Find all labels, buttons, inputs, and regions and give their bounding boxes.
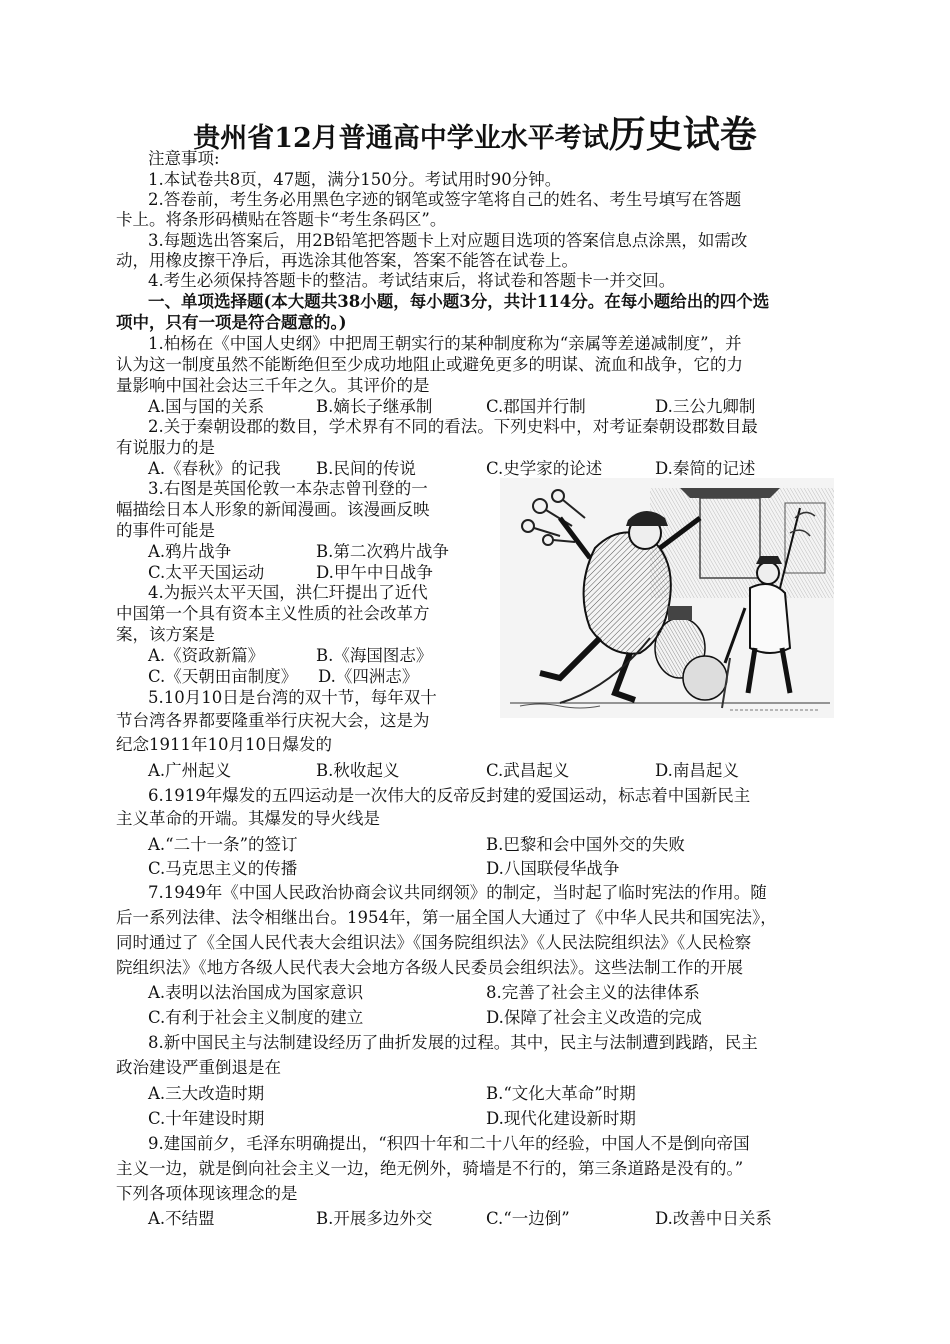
q7-line2: 后一系列法律、法令相继出台。1954年，第一届全国人大通过了《中华人民共和国宪法》， (116, 908, 777, 927)
q1-option-c: C.郡国并行制 (486, 397, 586, 416)
notice-3b: 动，用橡皮擦干净后，再选涂其他答案，答案不能答在试卷上。 (116, 251, 578, 270)
q1-option-b: B.嫡长子继承制 (316, 397, 433, 416)
q8-option-a: A.三大改造时期 (148, 1084, 265, 1103)
q3-line3: 的事件可能是 (116, 521, 215, 540)
q3-option-c: C.太平天国运动 (148, 563, 265, 582)
page-title (0, 104, 950, 158)
notice-header: 注意事项: (148, 149, 220, 168)
section-heading-b: 项中，只有一项是符合题意的。) (116, 313, 347, 332)
q5-line1: 5.10月10日是台湾的双十节，每年双十 (148, 688, 437, 707)
q2-line2: 有说服力的是 (116, 438, 215, 457)
q6-option-c: C.马克思主义的传播 (148, 859, 298, 878)
q9-option-d: D.改善中日关系 (655, 1209, 772, 1228)
q2-line1: 2.关于秦朝设郡的数目，学术界有不同的看法。下列史料中，对考证秦朝设郡数目最 (148, 417, 758, 436)
q9-line2: 主义一边，就是倒向社会主义一边，绝无例外，骑墙是不行的，第三条道路是没有的。” (116, 1159, 744, 1178)
q6-option-b: B.巴黎和会中国外交的失败 (486, 835, 685, 854)
q6-option-a: A.“二十一条”的签订 (148, 835, 298, 854)
q1-option-d: D.三公九卿制 (655, 397, 756, 416)
q3-line2: 幅描绘日本人形象的新闻漫画。该漫画反映 (116, 500, 430, 519)
q6-line2: 主义革命的开端。其爆发的导火线是 (116, 809, 380, 828)
section-heading-a: 一、单项选择题(本大题共38小题，每小题3分，共计114分。在每小题给出的四个选 (148, 292, 770, 311)
q2-option-a: A.《春秋》的记我 (148, 459, 281, 478)
q3-option-d: D.甲午中日战争 (316, 563, 433, 582)
q6-line1: 6.1919年爆发的五四运动是一次伟大的反帝反封建的爱国运动，标志着中国新民主 (148, 786, 751, 805)
q4-option-d: D.《四洲志》 (318, 667, 419, 686)
q1-line2: 认为这一制度虽然不能断绝但至少成功地阻止或避免更多的明谋、流血和战争，它的力 (116, 355, 743, 374)
q3-line1: 3.右图是英国伦敦一本杂志曾刊登的一 (148, 479, 428, 498)
q4-option-c: C.《天朝田亩制度》 (148, 667, 298, 686)
title-main: 贵州省12月普通高中学业水平考试 (193, 123, 609, 154)
q4-option-b: B.《海国图志》 (316, 646, 433, 665)
q9-option-c: C.“一边倒” (486, 1209, 570, 1228)
q5-line3: 纪念1911年10月10日爆发的 (116, 735, 332, 754)
q4-option-a: A.《资政新篇》 (148, 646, 265, 665)
q5-option-c: C.武昌起义 (486, 761, 570, 780)
q7-option-b: 8.完善了社会主义的法律体系 (486, 983, 700, 1002)
q7-option-d: D.保障了社会主义改造的完成 (486, 1008, 702, 1027)
q5-option-b: B.秋收起义 (316, 761, 400, 780)
cartoon-illustration (500, 478, 834, 718)
q2-option-d: D.秦简的记述 (655, 459, 756, 478)
q2-option-b: B.民间的传说 (316, 459, 416, 478)
q7-line3: 同时通过了《全国人民代表大会组识法》《国务院组织法》《人民法院组织法》《人民检察 (116, 933, 752, 952)
q2-option-c: C.史学家的论述 (486, 459, 603, 478)
q4-line1: 4.为振兴太平天国，洪仁玕提出了近代 (148, 583, 428, 602)
q5-option-a: A.广州起义 (148, 761, 232, 780)
q7-line4: 院组织法》《地方各级人民代表大会地方各级人民委员会组织法》。这些法制工作的开展 (116, 958, 743, 977)
q7-line1: 7.1949年《中国人民政治协商会议共同纲领》的制定，当时起了临时宪法的作用。随 (148, 883, 767, 902)
q5-line2: 节台湾各界都要隆重举行庆祝大会，这是为 (116, 711, 430, 730)
q6-option-d: D.八国联侵华战争 (486, 859, 620, 878)
q9-line3: 下列各项体现该理念的是 (116, 1184, 298, 1203)
q8-line2: 政治建设严重倒退是在 (116, 1058, 281, 1077)
q1-option-a: A.国与国的关系 (148, 397, 265, 416)
q9-option-b: B.开展多边外交 (316, 1209, 433, 1228)
q9-option-a: A.不结盟 (148, 1209, 215, 1228)
notice-1: 1.本试卷共8页，47题，满分150分。考试用时90分钟。 (148, 170, 562, 189)
notice-2a: 2.答卷前，考生务必用黑色字迹的钢笔或签字笔将自己的姓名、考生号填写在答题 (148, 190, 742, 209)
q8-option-d: D.现代化建设新时期 (486, 1109, 636, 1128)
q1-line3: 量影响中国社会达三千年之久。其评价的是 (116, 376, 430, 395)
q7-option-a: A.表明以法治国成为国家意识 (148, 983, 364, 1002)
q3-option-a: A.鸦片战争 (148, 542, 232, 561)
q4-line3: 案，该方案是 (116, 625, 215, 644)
notice-3a: 3.每题选出答案后，用2B铅笔把答题卡上对应题目选项的答案信息点涂黑，如需改 (148, 231, 748, 250)
q8-option-c: C.十年建设时期 (148, 1109, 265, 1128)
q1-line1: 1.柏杨在《中国人史纲》中把周王朝实行的某种制度称为“亲属等差递减制度”，并 (148, 334, 742, 353)
notice-4: 4.考生必须保持答题卡的整洁。考试结束后，将试卷和答题卡一并交回。 (148, 271, 676, 290)
q8-option-b: B.“文化大革命”时期 (486, 1084, 636, 1103)
q7-option-c: C.有利于社会主义制度的建立 (148, 1008, 364, 1027)
title-big: 历史试卷 (608, 112, 757, 156)
q4-line2: 中国第一个具有资本主义性质的社会改革方 (116, 604, 430, 623)
q5-option-d: D.南昌起义 (655, 761, 739, 780)
q3-option-b: B.第二次鸦片战争 (316, 542, 449, 561)
q8-line1: 8.新中国民主与法制建设经历了曲折发展的过程。其中，民主与法制遭到践踏，民主 (148, 1033, 758, 1052)
notice-2b: 卡上。将条形码横贴在答题卡“考生条码区”。 (116, 210, 447, 229)
q9-line1: 9.建国前夕，毛泽东明确提出，“积四十年和二十八年的经验，中国人不是倒向帝国 (148, 1134, 750, 1153)
